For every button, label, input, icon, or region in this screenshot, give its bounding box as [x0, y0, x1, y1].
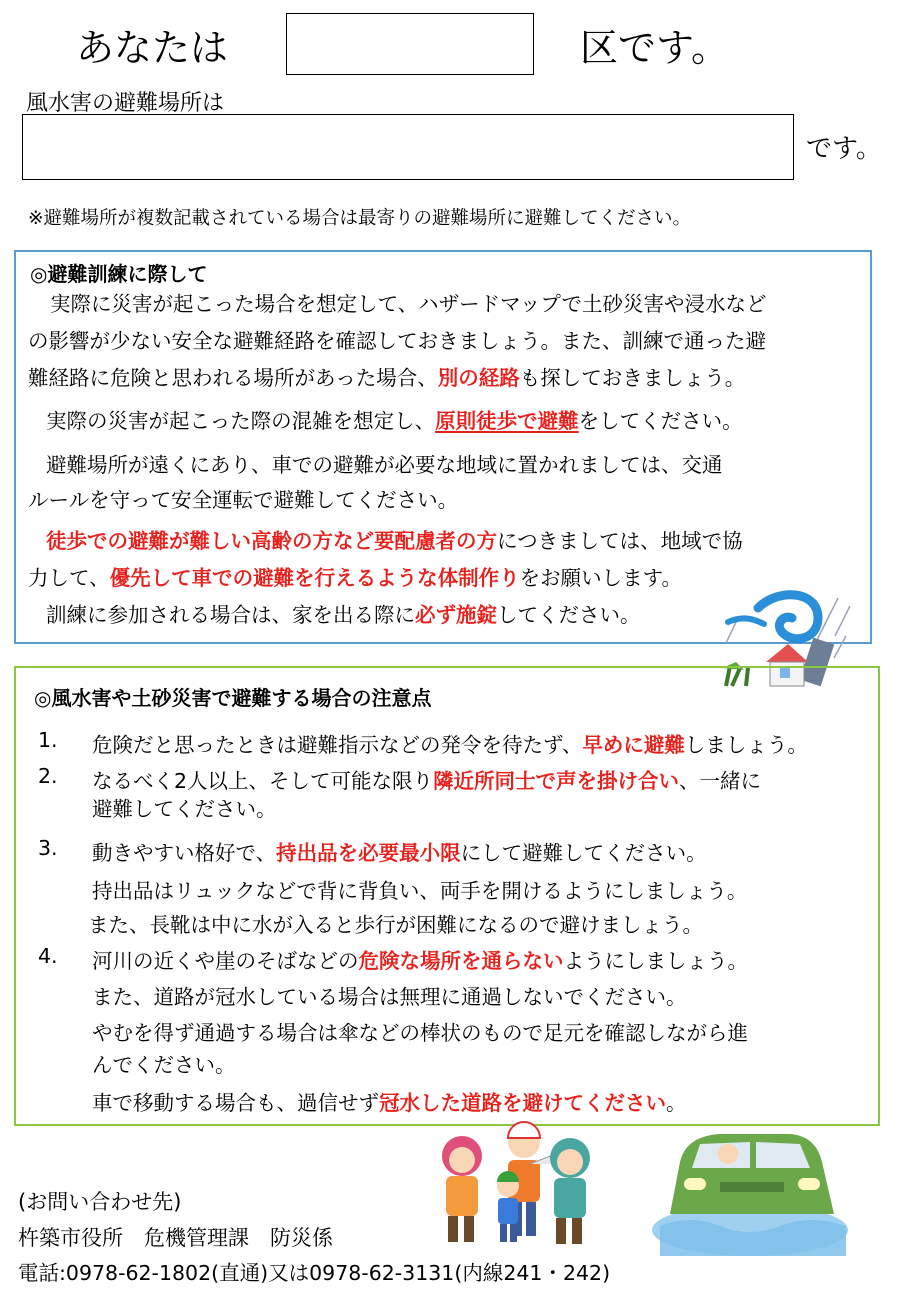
highlight-early-evacuation: 早めに避難 [582, 733, 685, 757]
caution-item-4-line-5: 車で移動する場合も、過信せず冠水した道路を避けてください。 [92, 1091, 687, 1115]
highlight-neighbors: 隣近所同士で声を掛け合い [433, 769, 680, 793]
caution-item-4-line-2: また、道路が冠水している場合は無理に通過しないでください。 [92, 985, 687, 1009]
flooded-car-illustration [650, 1118, 850, 1258]
drill-paragraph-4-line-2: 力して、優先して車での避難を行えるような体制作りをお願いします。 [28, 566, 682, 590]
evacuation-place-input-box[interactable] [22, 114, 794, 180]
caution-item-4-line-4: んでください。 [92, 1053, 236, 1077]
caution-item-2-line-2: 避難してください。 [92, 797, 277, 821]
drill-section [14, 250, 872, 644]
highlight-dangerous-places: 危険な場所を通らない [358, 949, 564, 973]
item-number: 3. [38, 836, 58, 860]
drill-paragraph-1-line-3: 難経路に危険と思われる場所があった場合、別の経路も探しておきましょう。 [28, 366, 746, 390]
drill-paragraph-4-line-1: 徒歩での避難が難しい高齢の方など要配慮者の方につきましては、地域で協 [46, 529, 743, 553]
caution-section: ◎風水害や土砂災害で避難する場合の注意点 1. 危険だと思ったときは避難指示などの発令を待たず、早めに避難しましょう。 2. なるべく2人以上、そして可能な限り隣近所同士で声を掛け合い、一緒に 避難してください。 3. 動きやすい格好で、持出品を必要最小限にして避難してください。 持出品はリュックなどで背に背負い、両手を開けるようにしましょう。 また、長靴は中に水が入ると歩行が困難になるので避けましょう。 4. 河川の近くや崖のそばなどの危険な場所を通らないようにしましょう。 また、道路が冠水している場合は無理に通過しないでください。 やむを得ず通過する場合は傘などの棒状のもので足元を確認しながら進 んでください。 車で移動する場合も、過信せず冠水した道路を避けてください。 [14, 666, 880, 1126]
highlight-other-route: 別の経路 [437, 366, 520, 390]
item-number: 4. [38, 944, 58, 968]
drill-paragraph-1-line-2: の影響が少ない安全な避難経路を確認しておきましょう。また、訓練で通った避 [28, 329, 766, 353]
drill-paragraph-3-line-2: ルールを守って安全運転で避難してください。 [28, 488, 459, 512]
caution-item-3-line-3: また、長靴は中に水が入ると歩行が困難になるので避けましょう。 [88, 913, 703, 937]
caution-item-4-line-3: やむを得ず通過する場合は傘などの棒状のもので足元を確認しながら進 [92, 1021, 748, 1045]
highlight-car-priority: 優先して車での避難を行えるような体制作り [109, 566, 520, 590]
ward-input-box[interactable] [286, 13, 534, 75]
note-text: ※避難場所が複数記載されている場合は最寄りの避難場所に避難してください。 [28, 208, 692, 229]
drill-paragraph-3-line-1: 避難場所が遠くにあり、車での避難が必要な地域に置かれましては、交通 [46, 453, 723, 477]
drill-paragraph-2: 実際の災害が起こった際の混雑を想定し、原則徒歩で避難をしてください。 [46, 409, 743, 433]
place-suffix-text: です。 [806, 134, 882, 164]
item-number: 1. [38, 728, 58, 752]
contact-phone: 電話:0978-62-1802(直通)又は0978-62-3131(内線241・242) [18, 1261, 611, 1285]
you-are-text: あなたは [76, 26, 229, 70]
contact-label: (お問い合わせ先) [18, 1190, 182, 1214]
evacuating-people-illustration [432, 1120, 604, 1250]
evacuation-place-label: 風水害の避難場所は [26, 91, 225, 116]
highlight-minimum-items: 持出品を必要最小限 [276, 841, 461, 865]
drill-paragraph-1-line-1: 実際に災害が起こった場合を想定して、ハザードマップで土砂災害や浸水など [50, 292, 767, 316]
highlight-walk-evacuation: 原則徒歩で避難 [435, 409, 579, 433]
caution-item-3-line-2: 持出品はリュックなどで背に背負い、両手を開けるようにしましょう。 [92, 879, 748, 903]
caution-title: ◎風水害や土砂災害で避難する場合の注意点 [34, 686, 432, 710]
ward-suffix-text: 区です。 [580, 26, 729, 70]
drill-title: ◎避難訓練に際して [30, 262, 208, 286]
highlight-lock: 必ず施錠 [415, 603, 497, 627]
item-number: 2. [38, 764, 58, 788]
contact-office: 杵築市役所 危機管理課 防災係 [18, 1226, 333, 1250]
highlight-elderly: 徒歩での避難が難しい高齢の方など要配慮者の方 [46, 529, 497, 553]
highlight-avoid-flooded-roads: 冠水した道路を避けてください [379, 1091, 666, 1115]
drill-paragraph-5: 訓練に参加される場合は、家を出る際に必ず施錠してください。 [46, 603, 641, 627]
